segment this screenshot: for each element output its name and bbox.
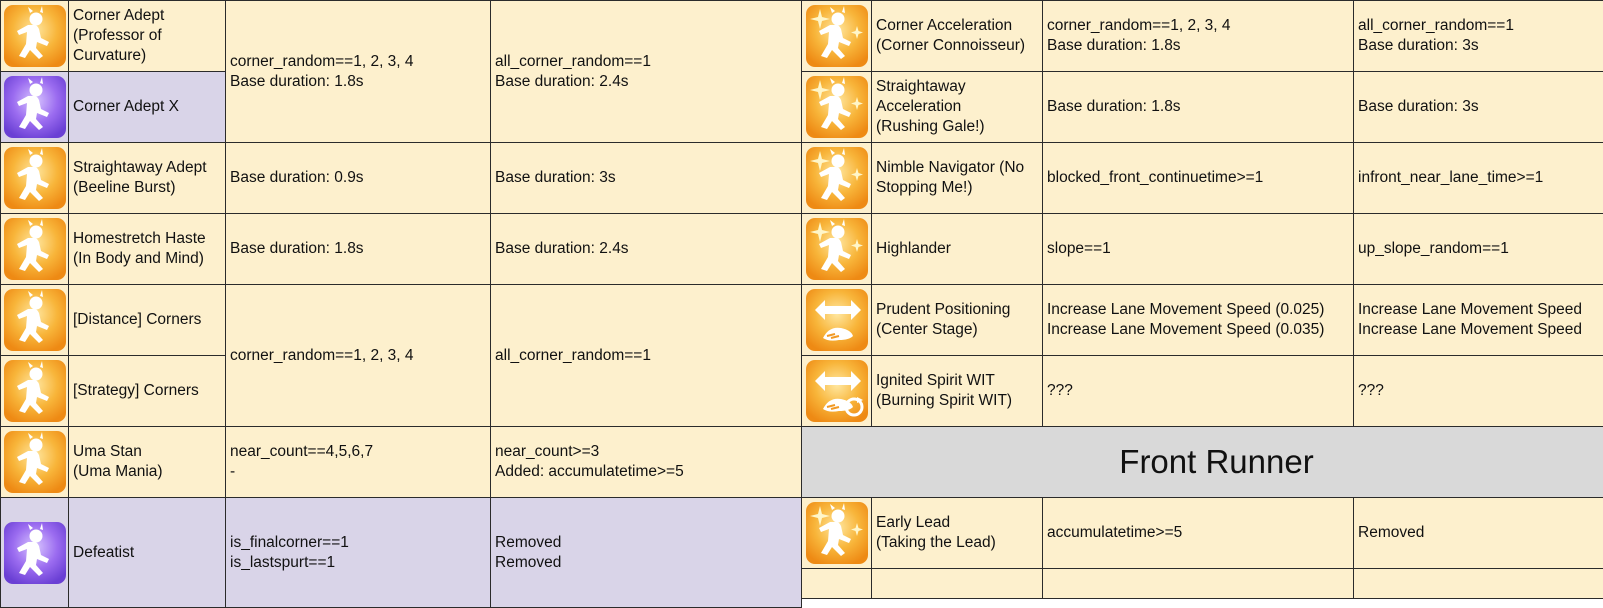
condition-after: Removed Removed <box>491 498 802 608</box>
skill-icon-cell <box>1 285 69 356</box>
skill-name: Ignited Spirit WIT (Burning Spirit WIT) <box>872 356 1043 427</box>
skill-name: Straightaway Adept (Beeline Burst) <box>69 143 226 214</box>
table-row <box>1 498 802 608</box>
condition-after: all_corner_random==1 Base duration: 3s <box>1354 1 1603 72</box>
table-row <box>1 1 802 72</box>
skill-icon-cell <box>1 427 69 498</box>
gold-runner-icon <box>3 217 67 281</box>
skill-name: Highlander <box>872 214 1043 285</box>
section-header-front-runner: Front Runner <box>802 427 1603 498</box>
gold-runner-icon <box>3 359 67 423</box>
skill-icon-cell <box>802 143 872 214</box>
gold-runner-sparkle-icon <box>805 146 869 210</box>
condition-before: blocked_front_continuetime>=1 <box>1043 143 1354 214</box>
condition-before: near_count==4,5,6,7 - <box>226 427 491 498</box>
skill-name: Early Lead (Taking the Lead) <box>872 498 1043 569</box>
skill-name: Uma Stan (Uma Mania) <box>69 427 226 498</box>
skill-name: Corner Adept X <box>69 72 226 143</box>
condition-before: corner_random==1, 2, 3, 4 Base duration: 1.8s <box>1043 1 1354 72</box>
condition-after: Removed <box>1354 498 1603 569</box>
table-row <box>802 427 1603 498</box>
table-row <box>1 285 802 356</box>
condition-before: corner_random==1, 2, 3, 4 Base duration: 1.8s <box>226 1 491 143</box>
gold-runner-icon <box>3 288 67 352</box>
skill-icon-cell <box>802 72 872 143</box>
table-row <box>802 356 1603 427</box>
gold-runner-icon <box>3 4 67 68</box>
condition-after: Base duration: 2.4s <box>491 214 802 285</box>
skill-icon-cell <box>1 1 69 72</box>
purple-runner-icon <box>3 75 67 139</box>
skill-name: Prudent Positioning (Center Stage) <box>872 285 1043 356</box>
condition-after: infront_near_lane_time>=1 <box>1354 143 1603 214</box>
condition-after: up_slope_random==1 <box>1354 214 1603 285</box>
condition-before: Base duration: 1.8s <box>1043 72 1354 143</box>
table-row <box>802 72 1603 143</box>
gold-runner-sparkle-icon <box>805 75 869 139</box>
skill-icon-cell <box>802 356 872 427</box>
skill-name: Homestretch Haste (In Body and Mind) <box>69 214 226 285</box>
condition-after: Base duration: 3s <box>491 143 802 214</box>
skill-icon-cell <box>1 143 69 214</box>
table-row <box>802 498 1603 569</box>
skill-icon-cell <box>1 356 69 427</box>
skill-icon-cell <box>1 72 69 143</box>
condition-before: Increase Lane Movement Speed (0.025) Increase Lane Movement Speed (0.035) <box>1043 285 1354 356</box>
table-row <box>802 285 1603 356</box>
table-row <box>802 569 1603 599</box>
condition-before: Base duration: 1.8s <box>226 214 491 285</box>
condition-before: is_finalcorner==1 is_lastspurt==1 <box>226 498 491 608</box>
gold-runner-icon <box>3 146 67 210</box>
table-row <box>1 427 802 498</box>
skill-icon-cell <box>1 498 69 608</box>
condition-before: accumulatetime>=5 <box>1043 498 1354 569</box>
lane-move-refresh-icon <box>805 359 869 423</box>
skill-icon-cell <box>802 214 872 285</box>
lane-move-icon <box>805 288 869 352</box>
condition-after: all_corner_random==1 Base duration: 2.4s <box>491 1 802 143</box>
condition-after: Base duration: 3s <box>1354 72 1603 143</box>
skills-table-right <box>801 0 1603 599</box>
skill-name: [Distance] Corners <box>69 285 226 356</box>
skill-icon-cell <box>802 285 872 356</box>
condition-before: Base duration: 0.9s <box>226 143 491 214</box>
condition-before: slope==1 <box>1043 214 1354 285</box>
skill-icon-cell <box>1 214 69 285</box>
condition-before: ??? <box>1043 356 1354 427</box>
table-row <box>1 143 802 214</box>
skill-icon-cell <box>802 498 872 569</box>
skill-name: Straightaway Acceleration (Rushing Gale!) <box>872 72 1043 143</box>
condition-after: Increase Lane Movement Speed Increase Lane Movement Speed <box>1354 285 1603 356</box>
skill-icon-cell <box>802 1 872 72</box>
table-row <box>1 214 802 285</box>
gold-runner-sparkle-icon <box>805 217 869 281</box>
table-row <box>802 143 1603 214</box>
skill-name: Corner Acceleration (Corner Connoisseur) <box>872 1 1043 72</box>
gold-runner-icon <box>3 430 67 494</box>
skill-name: Corner Adept (Professor of Curvature) <box>69 1 226 72</box>
condition-after: near_count>=3 Added: accumulatetime>=5 <box>491 427 802 498</box>
gold-runner-sparkle-icon <box>805 501 869 565</box>
purple-runner-icon <box>3 521 67 585</box>
condition-after: all_corner_random==1 <box>491 285 802 427</box>
condition-before: corner_random==1, 2, 3, 4 <box>226 285 491 427</box>
gold-runner-sparkle-icon <box>805 4 869 68</box>
table-row <box>802 214 1603 285</box>
condition-after: ??? <box>1354 356 1603 427</box>
skill-name: [Strategy] Corners <box>69 356 226 427</box>
skill-name: Defeatist <box>69 498 226 608</box>
skill-name: Nimble Navigator (No Stopping Me!) <box>872 143 1043 214</box>
table-row <box>802 1 1603 72</box>
